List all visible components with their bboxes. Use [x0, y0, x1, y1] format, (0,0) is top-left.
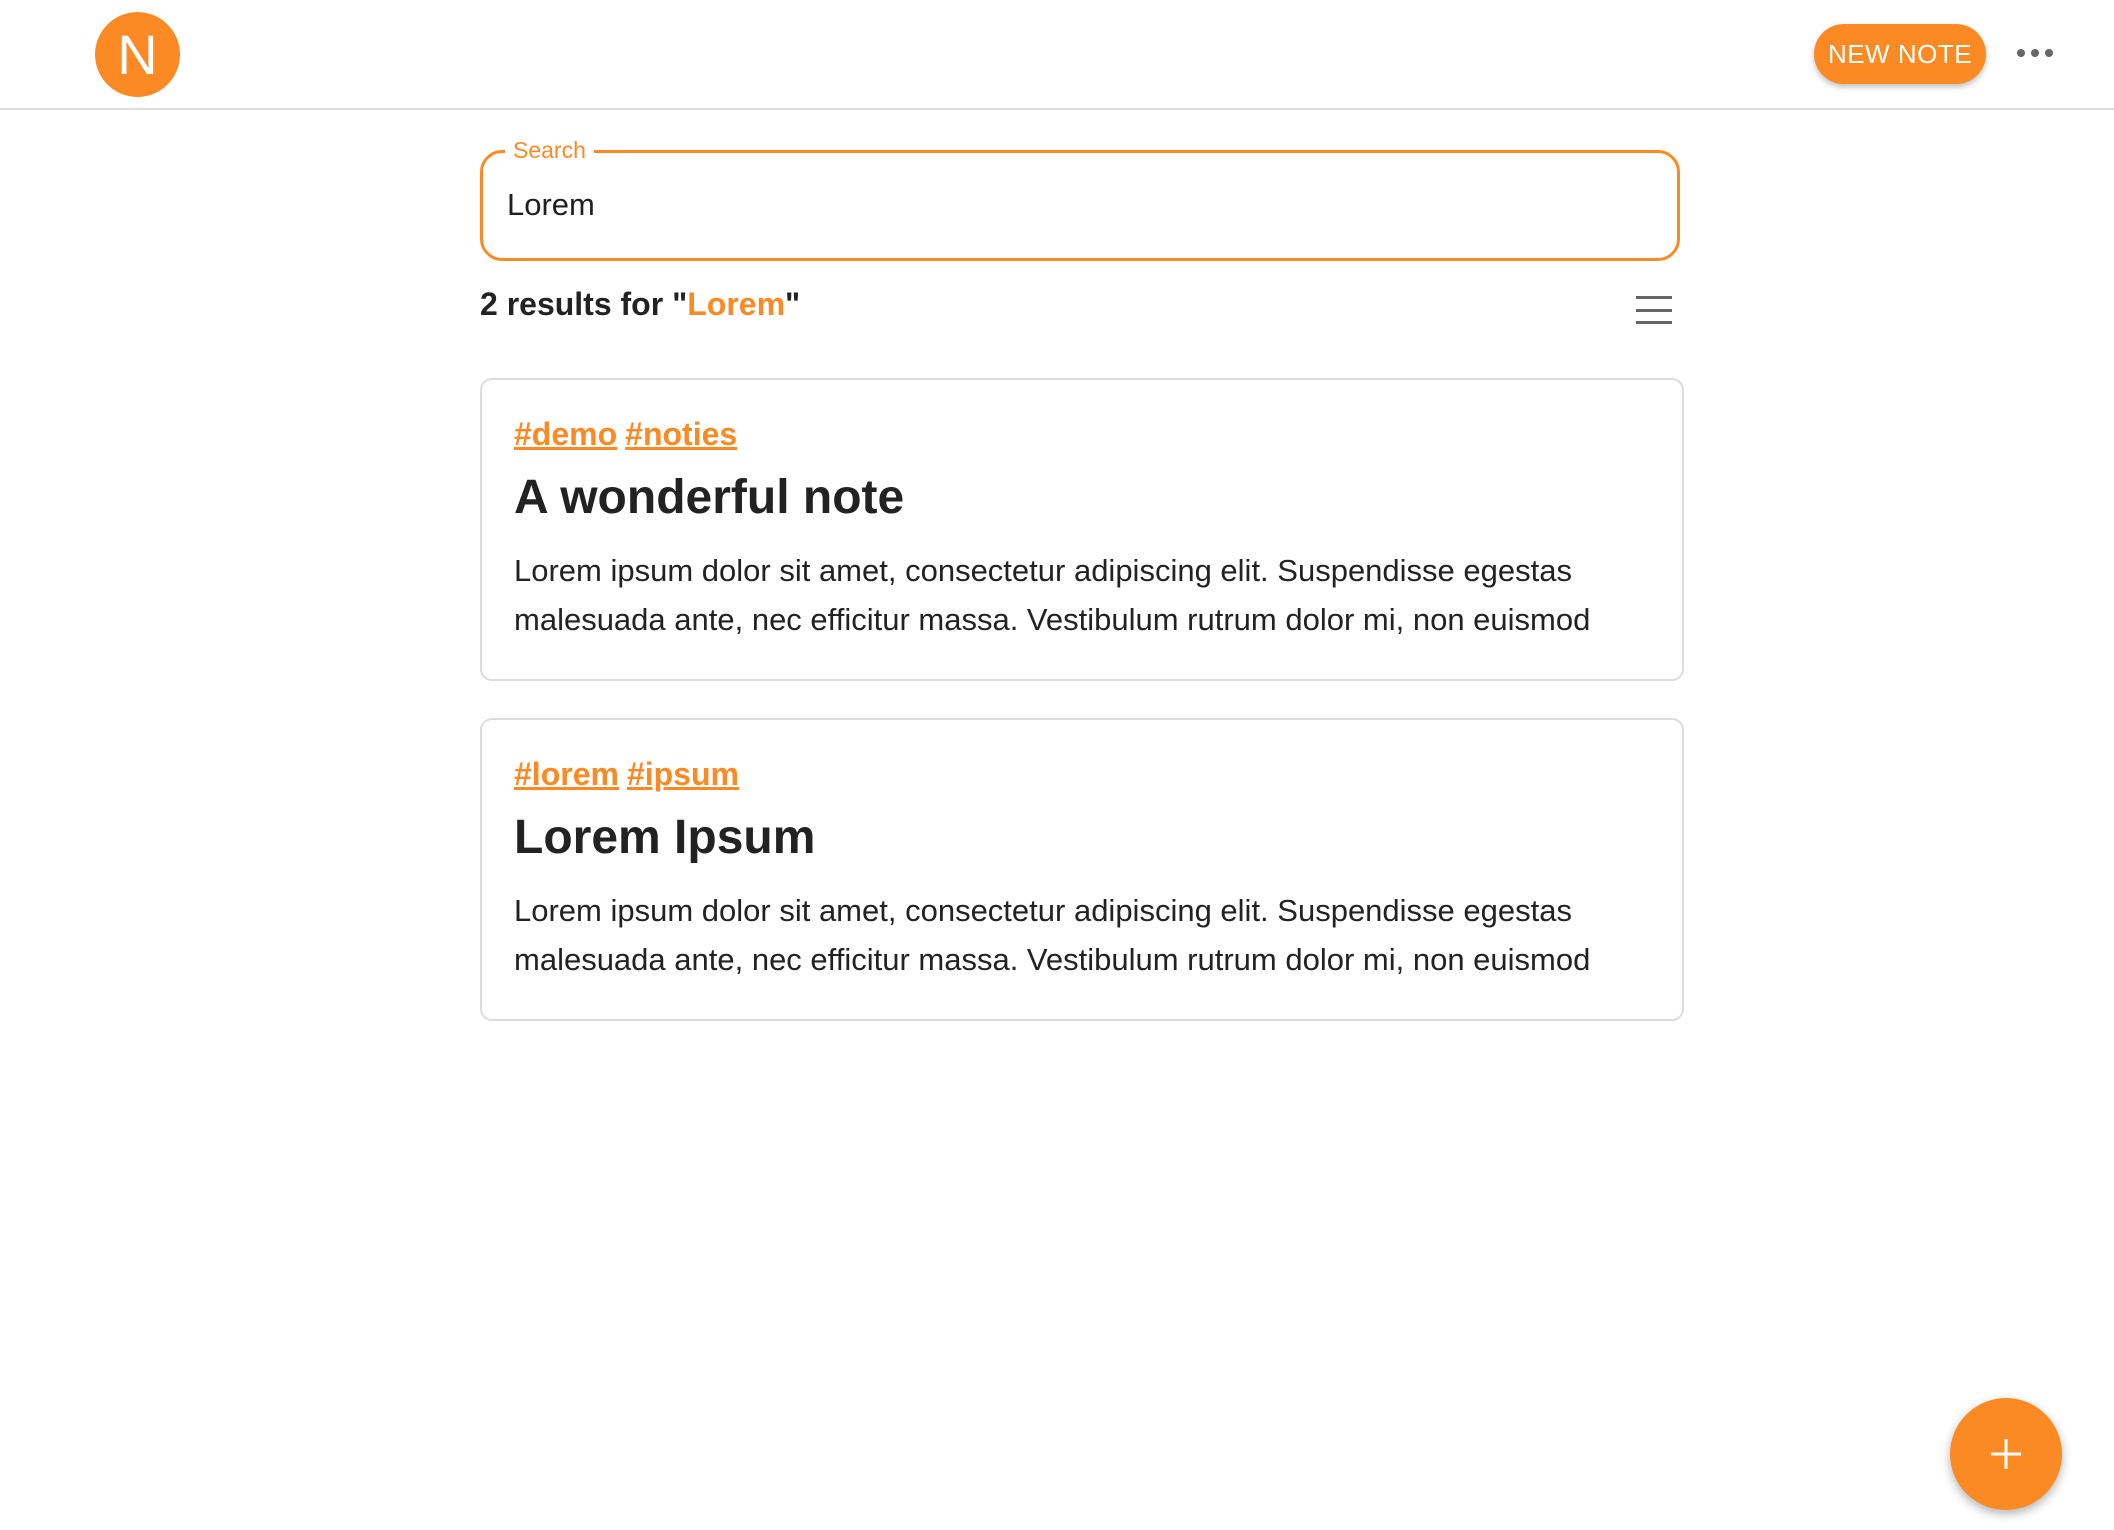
tag-link[interactable]: #ipsum: [626, 756, 739, 792]
results-summary: [480, 286, 800, 323]
results-count: 2 results for ": [480, 286, 688, 322]
note-excerpt-line: malesuada ante, nec efficitur massa. Vestibulum rutrum dolor mi, non euismod: [514, 602, 1591, 637]
list-line: [1636, 321, 1672, 324]
add-note-fab[interactable]: [1950, 1398, 2062, 1510]
list-view-icon[interactable]: [1634, 294, 1674, 326]
results-suffix: ": [785, 286, 801, 322]
note-excerpt-line: Lorem ipsum dolor sit amet, consectetur adipiscing elit. Suspendisse egestas: [514, 553, 1572, 588]
more-dot: [2017, 49, 2025, 57]
search-field: [480, 137, 1680, 261]
note-card[interactable]: [480, 718, 1684, 1021]
more-dot: [2045, 49, 2053, 57]
tag-link[interactable]: #demo: [514, 416, 618, 452]
note-card[interactable]: [480, 378, 1684, 681]
note-excerpt-line: malesuada ante, nec efficitur massa. Vestibulum rutrum dolor mi, non euismod: [514, 942, 1591, 977]
note-excerpt-line: Lorem ipsum dolor sit amet, consectetur adipiscing elit. Suspendisse egestas: [514, 893, 1572, 928]
note-title: A wonderful note: [514, 471, 905, 524]
note-excerpt: [514, 886, 1654, 984]
list-line: [1636, 296, 1672, 299]
new-note-button[interactable]: [1814, 24, 1986, 84]
more-options-icon[interactable]: [2012, 30, 2058, 76]
list-line: [1636, 309, 1672, 312]
tag-link[interactable]: #noties: [625, 416, 738, 452]
note-excerpt: [514, 546, 1654, 644]
note-tags: [514, 756, 747, 793]
new-note-label: NEW NOTE: [1827, 38, 1973, 69]
top-app-bar: [0, 0, 2114, 110]
plus-icon: [1989, 1437, 2023, 1471]
tag-link[interactable]: #lorem: [514, 756, 619, 792]
more-dot: [2031, 49, 2039, 57]
note-tags: [514, 416, 745, 453]
logo-letter: N: [117, 23, 158, 86]
search-input[interactable]: [507, 179, 1647, 231]
results-query: Lorem: [687, 286, 786, 322]
app-logo[interactable]: [95, 12, 180, 97]
note-title: Lorem Ipsum: [514, 811, 816, 864]
search-label: Search: [505, 137, 594, 164]
